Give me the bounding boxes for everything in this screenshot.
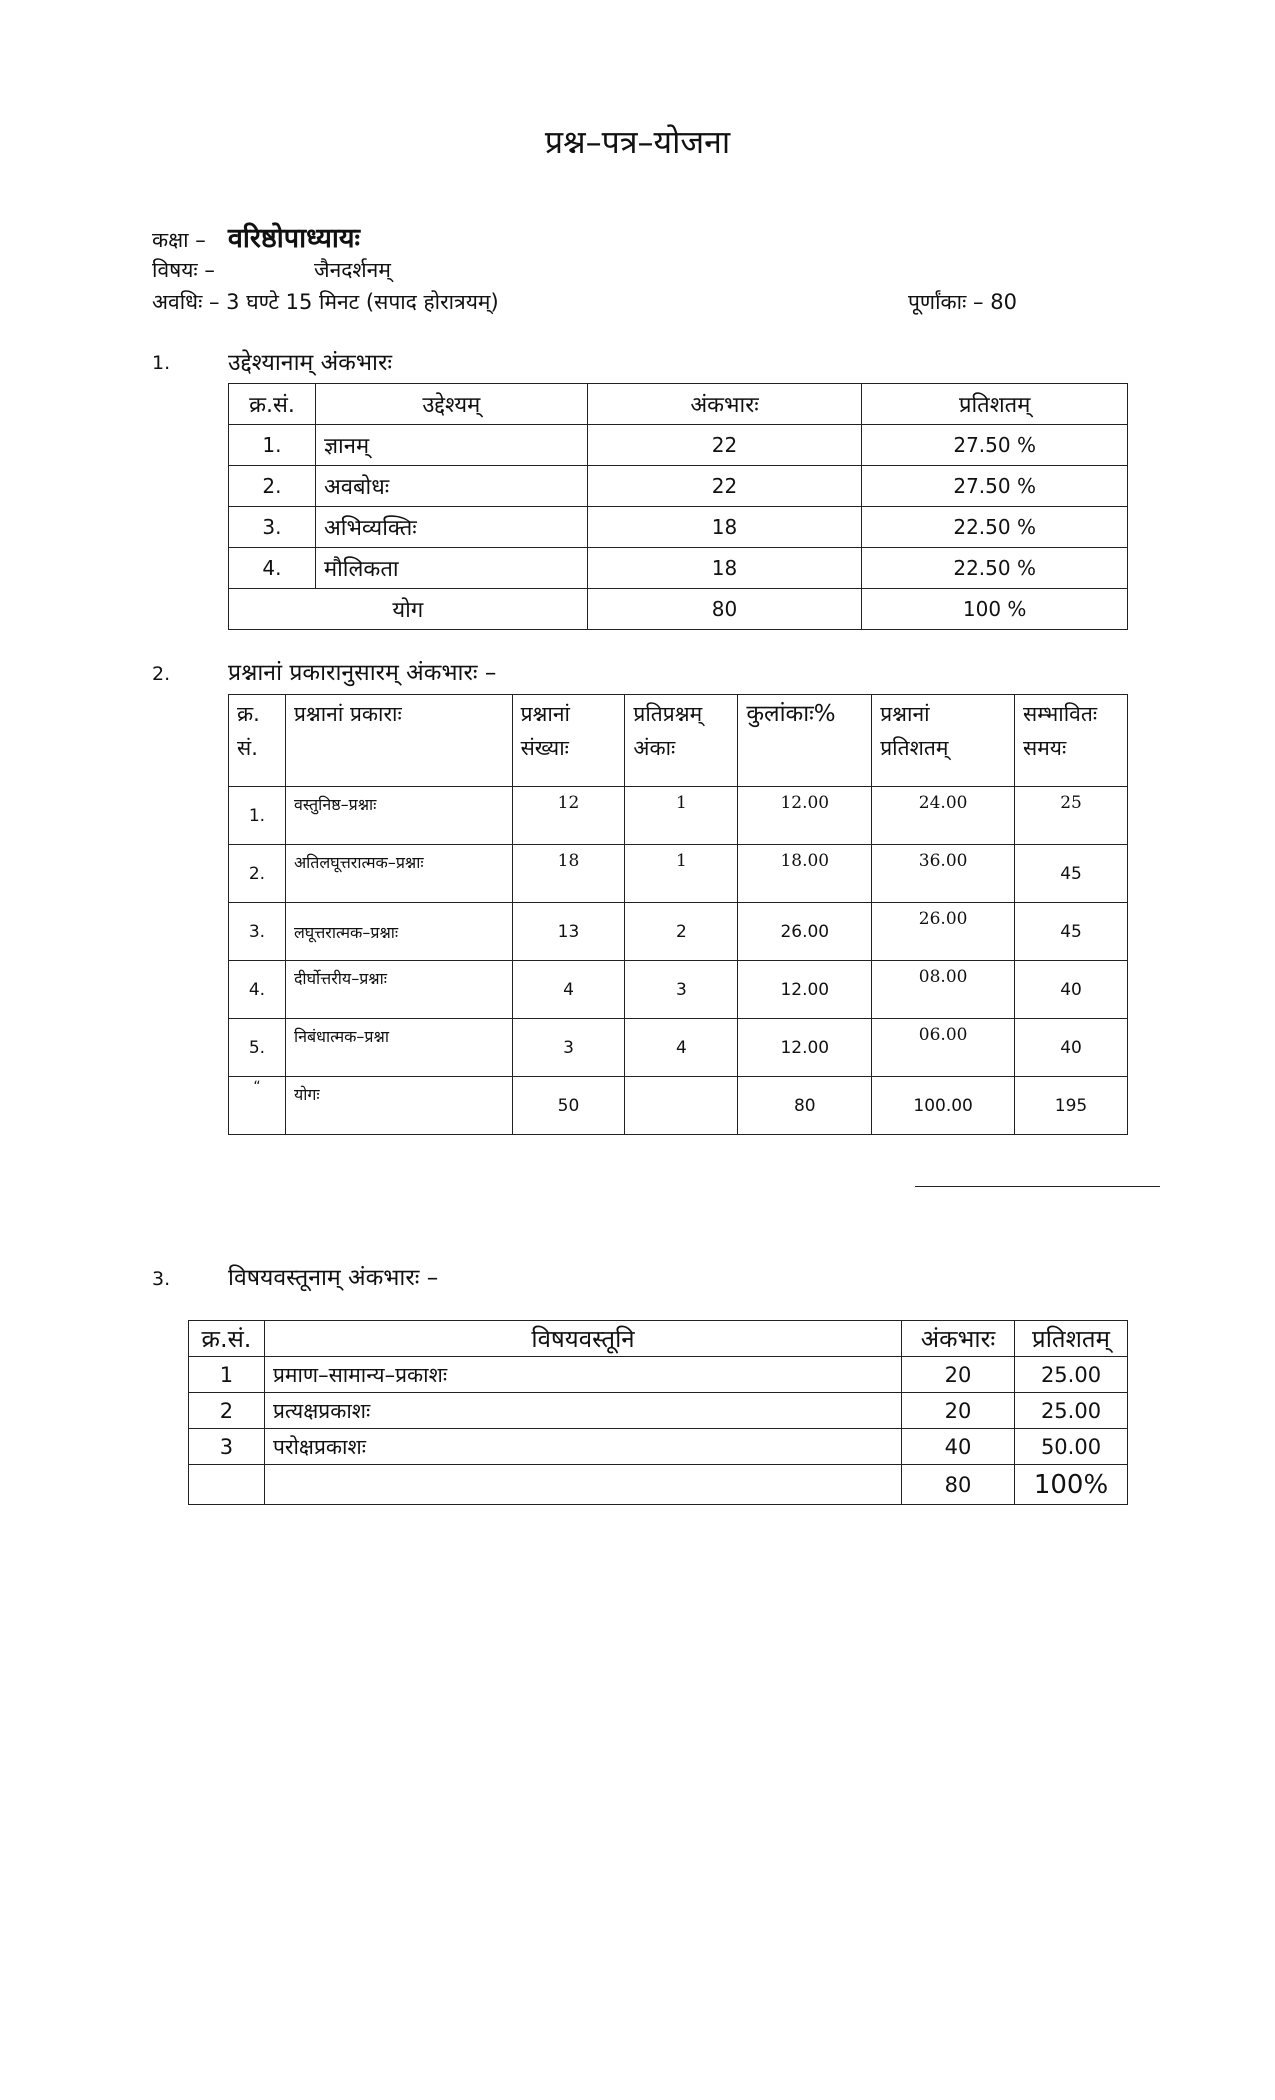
cell-time: 45: [1015, 903, 1128, 961]
cell-total-marks: 12.00: [738, 1019, 872, 1077]
table-header-row: [189, 1321, 1128, 1357]
section3-title: विषयवस्तूनाम् अंकभारः –: [228, 1265, 439, 1291]
cell-total-marks: 12.00: [738, 787, 872, 845]
cell-per-question: 1: [625, 845, 738, 903]
cell-marks: 20: [902, 1393, 1015, 1429]
cell-total-marks: 12.00: [738, 961, 872, 1019]
col-header-count: [512, 695, 625, 787]
cell-marks: 22: [587, 425, 862, 466]
table-header-row: [229, 695, 1128, 787]
cell-objective: अभिव्यक्तिः: [315, 507, 587, 548]
table-total-row: [229, 589, 1128, 630]
cell-marks: 40: [902, 1429, 1015, 1465]
cell-sno: 2: [189, 1393, 265, 1429]
header-line: अंकाः: [633, 736, 676, 760]
cell-count: 4: [512, 961, 625, 1019]
col-header-marks: अंकभारः: [902, 1321, 1015, 1357]
page-title: प्रश्न–पत्र–योजना: [544, 123, 731, 161]
cell-total-percent: 100%: [1015, 1465, 1128, 1505]
cell-total-percent: 100.00: [872, 1077, 1015, 1135]
header-line: प्रश्नानां: [520, 702, 570, 726]
cell-type: लघूत्तरात्मक–प्रश्नाः: [285, 903, 512, 961]
subject-value: जैनदर्शनम्: [314, 258, 391, 282]
cell-type: अतिलघूत्तरात्मक–प्रश्नाः: [285, 845, 512, 903]
table-row: [229, 787, 1128, 845]
col-header-per-question: [625, 695, 738, 787]
cell-percent: 24.00: [872, 787, 1015, 845]
cell-objective: मौलिकता: [315, 548, 587, 589]
table-row: [229, 903, 1128, 961]
cell-total-marks: 80: [738, 1077, 872, 1135]
cell-percent: 06.00: [872, 1019, 1015, 1077]
col-header-sno: क्र.सं.: [229, 384, 316, 425]
cell-marks: 20: [902, 1357, 1015, 1393]
cell-content: प्रमाण–सामान्य–प्रकाशः: [264, 1357, 901, 1393]
cell-sno: 5.: [229, 1019, 286, 1077]
cell-total-label: योग: [229, 589, 588, 630]
cell-total-time: 195: [1015, 1077, 1128, 1135]
cell-type: निबंधात्मक–प्रश्ना: [285, 1019, 512, 1077]
class-label: कक्षा –: [152, 228, 206, 252]
cell-time: 40: [1015, 1019, 1128, 1077]
cell-percent: 36.00: [872, 845, 1015, 903]
cell-content: प्रत्यक्षप्रकाशः: [264, 1393, 901, 1429]
table-row: [189, 1393, 1128, 1429]
table-header-row: [229, 384, 1128, 425]
cell-sno: 3: [189, 1429, 265, 1465]
header-line: प्रश्नानां: [880, 702, 930, 726]
cell-marks: 18: [587, 548, 862, 589]
cell-total-marks: 80: [587, 589, 862, 630]
table-row: [229, 466, 1128, 507]
cell-sno: 4.: [229, 548, 316, 589]
cell-time: 25: [1015, 787, 1128, 845]
section2-title: प्रश्नानां प्रकारानुसारम् अंकभारः –: [228, 660, 497, 686]
col-header-total-marks: [738, 695, 872, 787]
cell-type: दीर्घोत्तरीय–प्रश्नाः: [285, 961, 512, 1019]
header-line: प्रश्नानां प्रकाराः: [293, 702, 402, 726]
table-row: [229, 425, 1128, 466]
col-header-objective: उद्देश्यम्: [315, 384, 587, 425]
section3-number: 3.: [152, 1268, 171, 1290]
cell-objective: अवबोधः: [315, 466, 587, 507]
col-header-content: विषयवस्तूनि: [264, 1321, 901, 1357]
class-value: वरिष्ठोपाध्यायः: [227, 223, 361, 254]
cell-marks: 22: [587, 466, 862, 507]
header-line: सं.: [237, 736, 258, 760]
cell-total-per-question: [625, 1077, 738, 1135]
cell-percent: 22.50 %: [862, 507, 1128, 548]
header-line: संख्याः: [520, 736, 569, 760]
cell-count: 18: [512, 845, 625, 903]
cell-objective: ज्ञानम्: [315, 425, 587, 466]
table-row: [229, 1019, 1128, 1077]
section2-number: 2.: [152, 663, 171, 685]
cell-total-marks: 18.00: [738, 845, 872, 903]
table-row: [229, 845, 1128, 903]
cell-total-label: योगः: [285, 1077, 512, 1135]
header-line: कुलांकाः%: [746, 701, 836, 727]
cell-total-count: 50: [512, 1077, 625, 1135]
header-line: समयः: [1023, 736, 1067, 760]
subject-label: विषयः –: [152, 258, 215, 282]
col-header-sno: क्र.सं.: [189, 1321, 265, 1357]
table-row: [189, 1429, 1128, 1465]
col-header-marks: अंकभारः: [587, 384, 862, 425]
cell-content: परोक्षप्रकाशः: [264, 1429, 901, 1465]
header-line: सम्भावितः: [1023, 702, 1098, 726]
cell-time: 45: [1015, 845, 1128, 903]
signature-line: [915, 1186, 1160, 1187]
cell-percent: 22.50 %: [862, 548, 1128, 589]
cell-total-percent: 100 %: [862, 589, 1128, 630]
cell-sno: 2.: [229, 466, 316, 507]
cell-percent: 27.50 %: [862, 425, 1128, 466]
cell-percent: 26.00: [872, 903, 1015, 961]
cell-percent: 08.00: [872, 961, 1015, 1019]
col-header-sno: [229, 695, 286, 787]
cell-time: 40: [1015, 961, 1128, 1019]
cell-per-question: 1: [625, 787, 738, 845]
header-line: प्रतिप्रश्नम्: [633, 702, 703, 726]
cell-sno: 4.: [229, 961, 286, 1019]
table-total-row: [189, 1465, 1128, 1505]
table-total-row: [229, 1077, 1128, 1135]
cell-sno: 1.: [229, 787, 286, 845]
cell-sno: [189, 1465, 265, 1505]
cell-mark: “: [229, 1077, 286, 1135]
class-line: [152, 218, 360, 255]
cell-sno: 3.: [229, 507, 316, 548]
col-header-percent: प्रतिशतम्: [862, 384, 1128, 425]
cell-sno: 1: [189, 1357, 265, 1393]
cell-sno: 3.: [229, 903, 286, 961]
cell-sno: 2.: [229, 845, 286, 903]
full-marks-text: पूर्णांकाः – 80: [908, 290, 1017, 314]
cell-per-question: 3: [625, 961, 738, 1019]
header-line: प्रतिशतम्: [880, 736, 949, 760]
cell-percent: 27.50 %: [862, 466, 1128, 507]
table-row: [189, 1357, 1128, 1393]
cell-type: वस्तुनिष्ठ–प्रश्नाः: [285, 787, 512, 845]
table-row: [229, 507, 1128, 548]
cell-percent: 25.00: [1015, 1393, 1128, 1429]
cell-count: 12: [512, 787, 625, 845]
question-type-table: [228, 694, 1128, 1135]
cell-count: 3: [512, 1019, 625, 1077]
cell-percent: 25.00: [1015, 1357, 1128, 1393]
cell-content: [264, 1465, 901, 1505]
cell-count: 13: [512, 903, 625, 961]
col-header-time: [1015, 695, 1128, 787]
table-row: [229, 961, 1128, 1019]
cell-marks: 18: [587, 507, 862, 548]
cell-per-question: 2: [625, 903, 738, 961]
cell-per-question: 4: [625, 1019, 738, 1077]
cell-total-marks: 80: [902, 1465, 1015, 1505]
cell-percent: 50.00: [1015, 1429, 1128, 1465]
header-line: क्र.: [237, 702, 260, 726]
objectives-table: [228, 383, 1128, 630]
col-header-type: [285, 695, 512, 787]
table-row: [229, 548, 1128, 589]
cell-total-marks: 26.00: [738, 903, 872, 961]
section1-number: 1.: [152, 352, 171, 374]
content-weightage-table: [188, 1320, 1128, 1505]
col-header-percent: [872, 695, 1015, 787]
section1-title: उद्देश्यानाम् अंकभारः: [228, 350, 393, 376]
duration-text: अवधिः – 3 घण्टे 15 मिनट (सपाद होरात्रयम्): [152, 290, 499, 314]
cell-sno: 1.: [229, 425, 316, 466]
col-header-percent: प्रतिशतम्: [1015, 1321, 1128, 1357]
